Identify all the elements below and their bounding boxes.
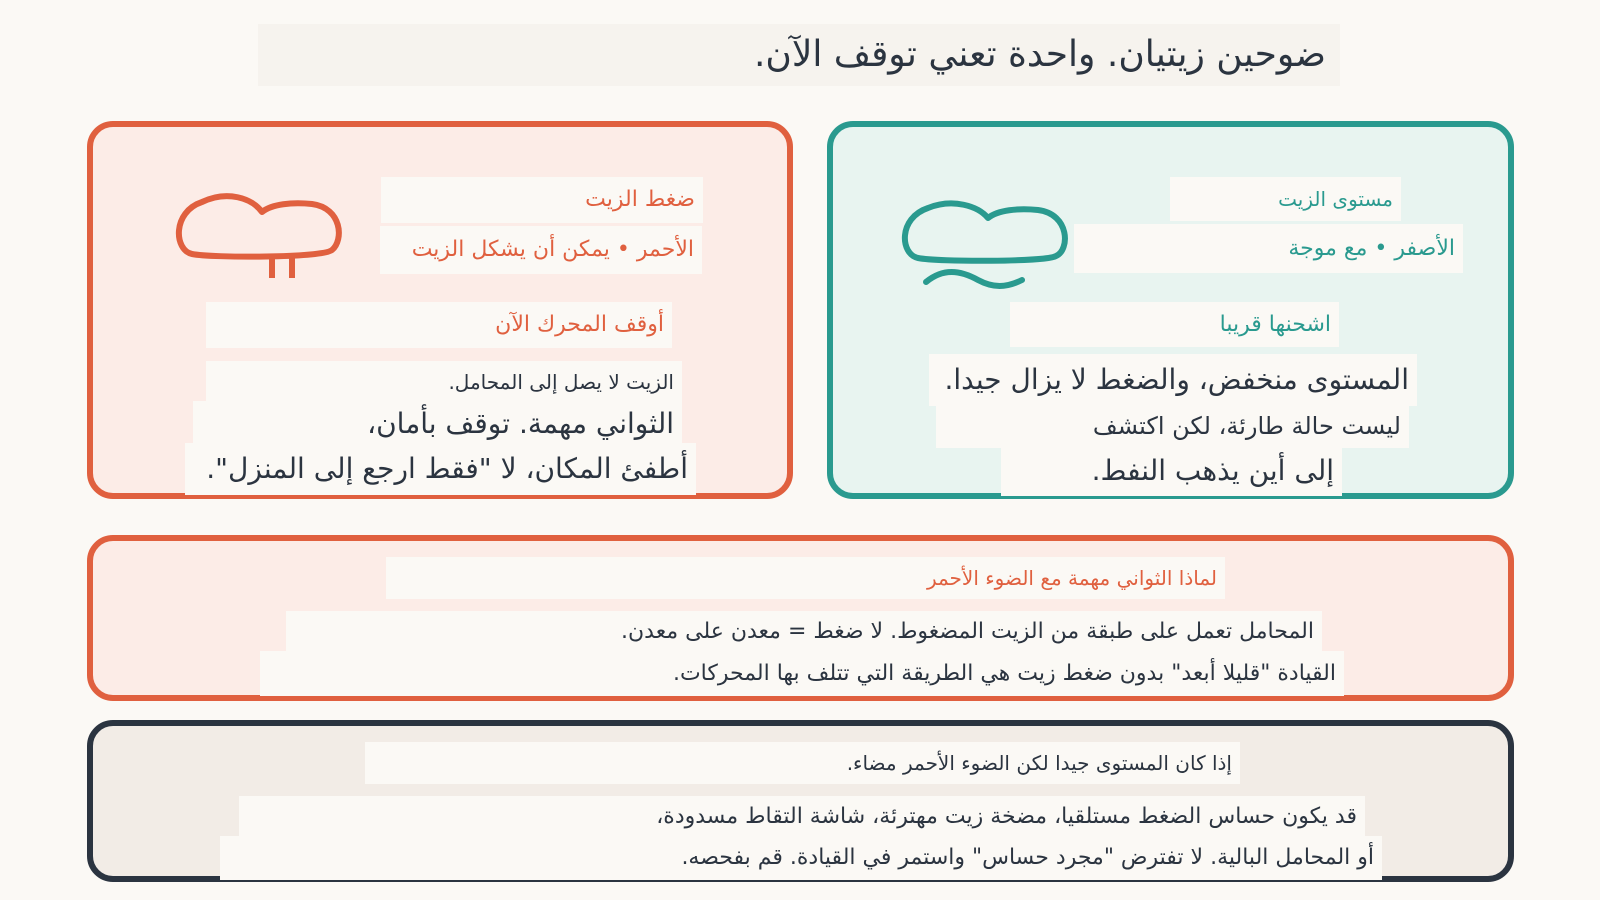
note-heading: إذا كان المستوى جيدا لكن الضوء الأحمر مضاء.	[365, 742, 1240, 784]
note-line-1: قد يكون حساس الضغط مستلقيا، مضخة زيت مهترئة، شاشة التقاط مسدودة،	[239, 796, 1365, 838]
oil-level-color-description: الأصفر • مع موجة	[1074, 224, 1463, 273]
why-line-1: المحامل تعمل على طبقة من الزيت المضغوط. لا ضغط = معدن على معدن.	[286, 611, 1322, 653]
oil-pressure-action: أوقف المحرك الآن	[206, 302, 672, 348]
oil-pressure-color-description: الأحمر • يمكن أن يشكل الزيت	[380, 226, 702, 274]
oil-level-line-1: المستوى منخفض، والضغط لا يزال جيدا.	[929, 354, 1417, 406]
oil-level-action: اشحنها قريبا	[1010, 302, 1339, 347]
oil-pressure-label: ضغط الزيت	[381, 177, 703, 223]
oil-pressure-line-2: الثواني مهمة. توقف بأمان،	[193, 401, 682, 447]
oil-level-line-3: إلى أين يذهب النفط.	[1001, 446, 1342, 496]
note-line-2: أو المحامل البالية. لا تفترض "مجرد حساس" واستمر في القيادة. قم بفحصه.	[220, 836, 1382, 880]
oil-can-pressure-icon	[172, 192, 348, 284]
oil-pressure-line-1: الزيت لا يصل إلى المحامل.	[206, 361, 682, 403]
why-line-2: القيادة "قليلا أبعد" بدون ضغط زيت هي الطريقة التي تتلف بها المحركات.	[260, 651, 1344, 696]
oil-level-label: مستوى الزيت	[1170, 177, 1401, 221]
oil-can-level-wave-icon	[898, 200, 1076, 300]
oil-level-line-2: ليست حالة طارئة، لكن اكتشف	[936, 404, 1409, 448]
page-title: ضوحين زيتيان. واحدة تعني توقف الآن.	[258, 24, 1340, 86]
oil-pressure-line-3: أطفئ المكان، لا "فقط ارجع إلى المنزل".	[185, 443, 696, 495]
why-heading: لماذا الثواني مهمة مع الضوء الأحمر	[386, 557, 1225, 599]
